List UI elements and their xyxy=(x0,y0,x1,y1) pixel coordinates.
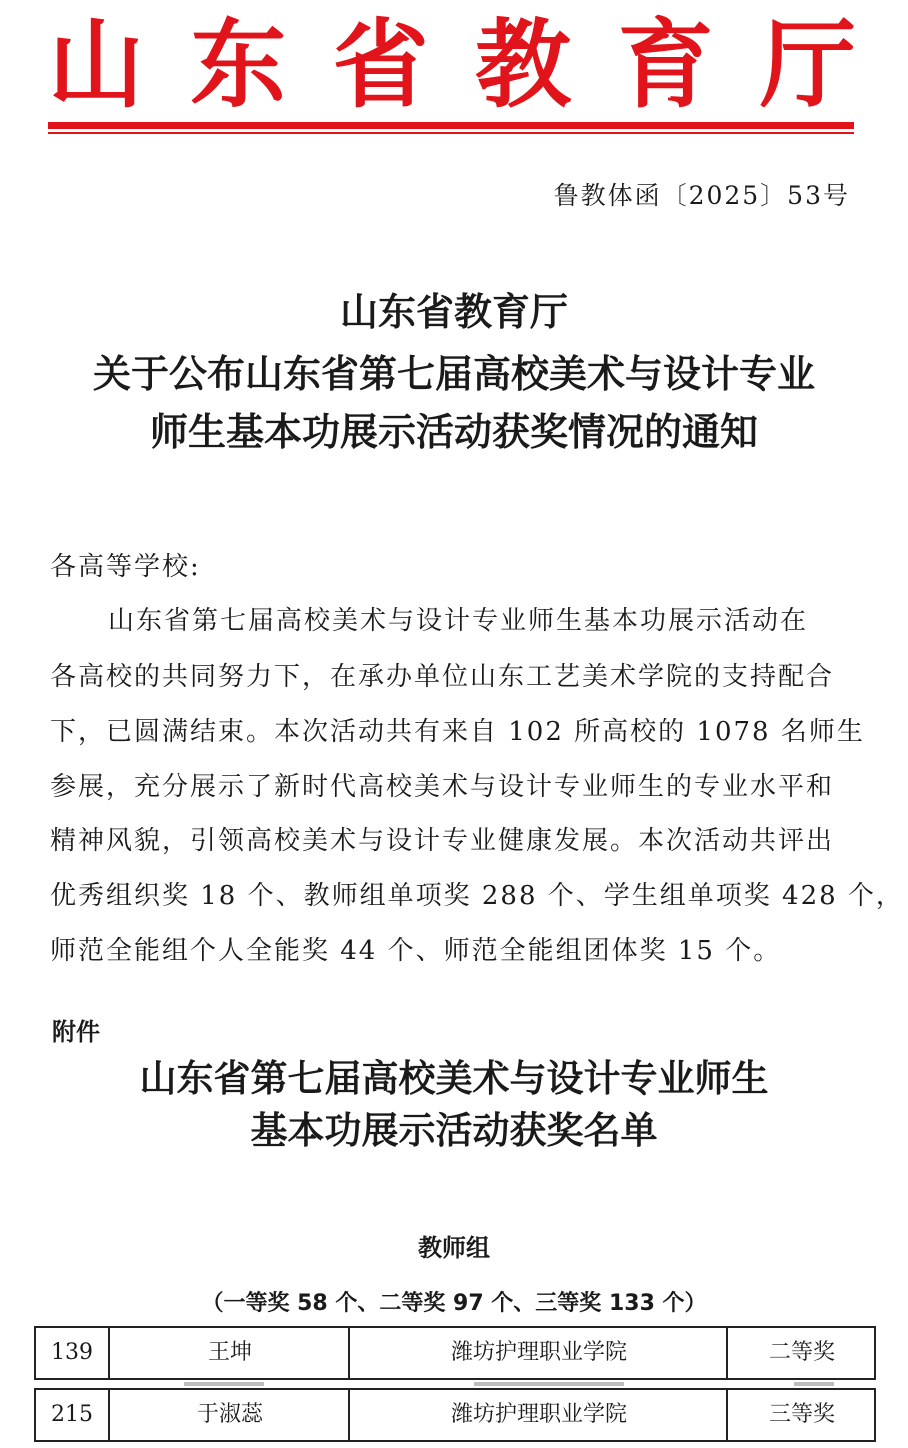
masthead-char: 山 xyxy=(48,9,144,121)
group-title: 教师组 xyxy=(418,1234,490,1262)
row-award: 二等奖 xyxy=(726,1328,876,1378)
row-name: 王坤 xyxy=(108,1328,350,1378)
body-paragraph-line: 师范全能组个人全能奖 44 个、师范全能组团体奖 15 个。 xyxy=(50,936,782,966)
table-row xyxy=(34,1388,876,1442)
masthead-char: 省 xyxy=(332,9,429,121)
cropped-text-fragment xyxy=(474,1382,624,1386)
attachment-title-line-2: 基本功展示活动获奖名单 xyxy=(250,1108,658,1152)
title-line-2: 关于公布山东省第七届高校美术与设计专业 xyxy=(92,351,815,396)
body-paragraph-line: 下，已圆满结束。本次活动共有来自 102 所高校的 1078 名师生 xyxy=(50,717,865,747)
masthead-title xyxy=(48,10,856,120)
title-line-3: 师生基本功展示活动获奖情况的通知 xyxy=(149,409,758,454)
body-paragraph-line: 参展，充分展示了新时代高校美术与设计专业师生的专业水平和 xyxy=(50,772,835,802)
table-row xyxy=(34,1326,876,1380)
row-number: 139 xyxy=(51,1340,93,1365)
attachment-label: 附件 xyxy=(52,1018,100,1046)
document-number: 鲁教体函〔2025〕53号 xyxy=(553,181,850,210)
masthead-char: 教 xyxy=(475,9,572,121)
title-line-1: 山东省教育厅 xyxy=(339,289,568,334)
row-school: 潍坊护理职业学院 xyxy=(348,1390,728,1440)
attachment-title-line-1: 山东省第七届高校美术与设计专业师生 xyxy=(139,1056,769,1100)
row-award: 三等奖 xyxy=(726,1390,876,1440)
row-name: 于淑蕊 xyxy=(108,1390,350,1440)
masthead-char: 育 xyxy=(617,9,714,121)
body-paragraph-line: 优秀组织奖 18 个、教师组单项奖 288 个、学生组单项奖 428 个， xyxy=(50,881,904,911)
masthead-char: 东 xyxy=(190,9,287,121)
masthead-char: 厅 xyxy=(759,9,856,121)
red-divider-thin xyxy=(48,132,854,134)
body-paragraph-line: 各高校的共同努力下，在承办单位山东工艺美术学院的支持配合 xyxy=(50,662,835,692)
row-school: 潍坊护理职业学院 xyxy=(348,1328,728,1378)
body-paragraph-line: 精神风貌，引领高校美术与设计专业健康发展。本次活动共评出 xyxy=(50,826,835,856)
group-summary: （一等奖 58 个、二等奖 97 个、三等奖 133 个） xyxy=(201,1291,707,1316)
red-divider-thick xyxy=(48,122,854,129)
salutation: 各高等学校: xyxy=(50,552,201,582)
cropped-text-fragment xyxy=(794,1382,834,1386)
cropped-text-fragment xyxy=(184,1382,264,1386)
row-number: 215 xyxy=(51,1402,93,1427)
body-paragraph-line: 山东省第七届高校美术与设计专业师生基本功展示活动在 xyxy=(108,606,809,636)
